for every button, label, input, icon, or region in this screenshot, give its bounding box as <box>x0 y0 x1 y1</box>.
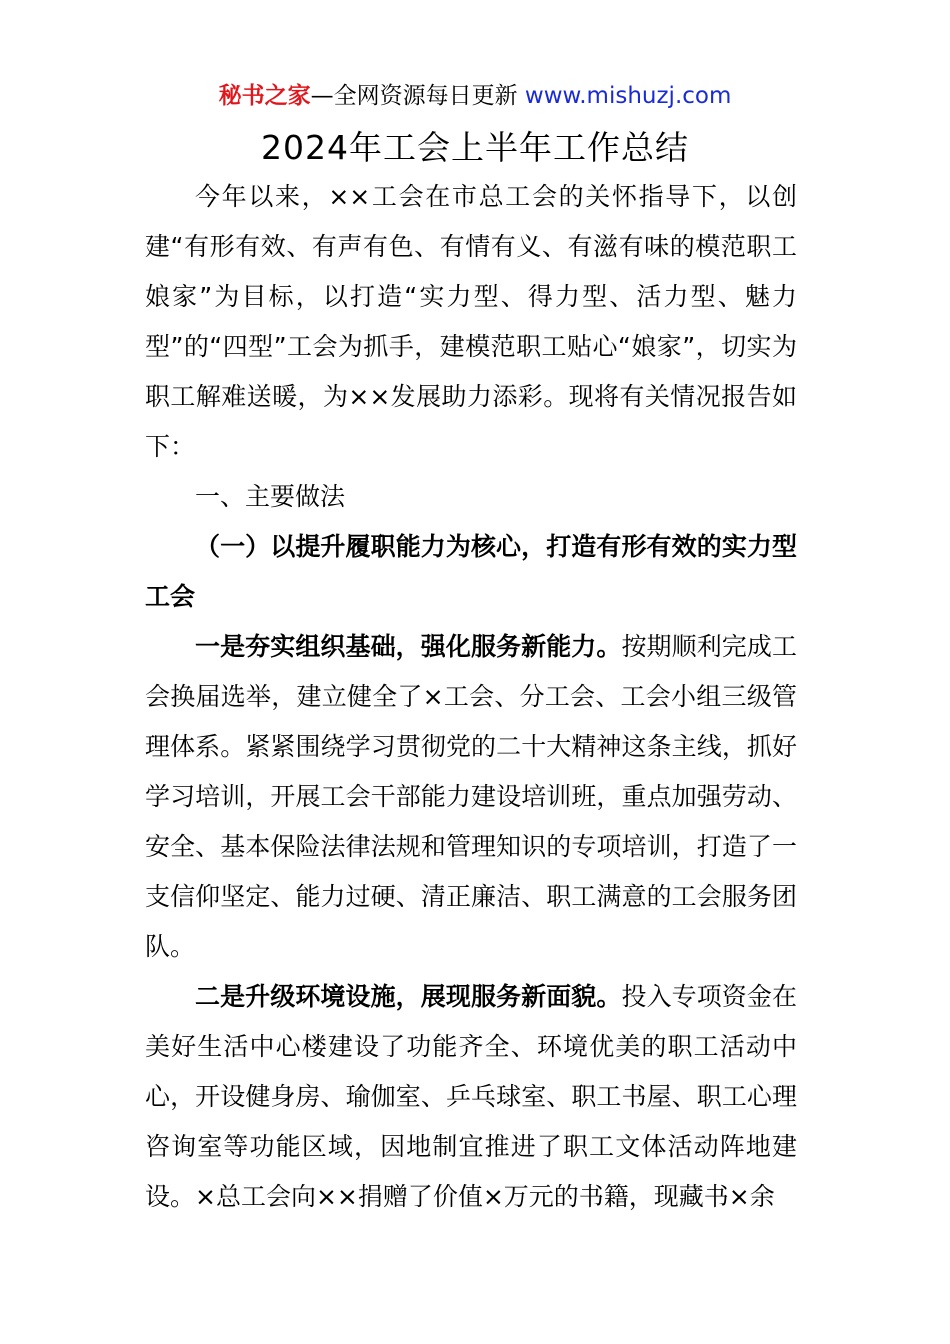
paragraph-2-text: 投入专项资金在美好生活中心楼建设了功能齐全、环境优美的职工活动中心，开设健身房、瑜伽室、乒乓球室、职工书屋、职工心理咨询室等功能区域，因地制宜推进了职工文体活动阵地建设。×总工会向××捐赠了价值×万元的书籍，现藏书×余 <box>145 982 797 1211</box>
site-header <box>0 80 950 112</box>
document-body <box>145 172 797 1222</box>
site-brand: 秘书之家 <box>218 83 311 109</box>
intro-paragraph: 今年以来，××工会在市总工会的关怀指导下，以创建“有形有效、有声有色、有情有义、有滋有味的模范职工娘家”为目标，以打造“实力型、得力型、活力型、魅力型”的“四型”工会为抓手，建模范职工贴心“娘家”，切实为职工解难送暖，为××发展助力添彩。现将有关情况报告如下： <box>145 182 797 461</box>
paragraph-1-text: 按期顺利完成工会换届选举，建立健全了×工会、分工会、工会小组三级管理体系。紧紧围绕学习贯彻党的二十大精神这条主线，抓好学习培训，开展工会干部能力建设培训班，重点加强劳动、安全、基本保险法律法规和管理知识的专项培训，打造了一支信仰坚定、能力过硬、清正廉洁、职工满意的工会服务团队。 <box>145 632 797 961</box>
document-title: 2024年工会上半年工作总结 <box>261 128 689 167</box>
section-heading: 一、主要做法 <box>195 482 346 511</box>
paragraph-2-lead: 二是升级环境设施，展现服务新面貌。 <box>195 982 622 1011</box>
body-paragraph-2 <box>145 972 797 1222</box>
site-tagline: —全网资源每日更新 <box>310 83 518 109</box>
subsection-heading: （一）以提升履职能力为核心，打造有形有效的实力型工会 <box>145 532 797 611</box>
paragraph-1-lead: 一是夯实组织基础，强化服务新能力。 <box>195 632 622 661</box>
body-paragraph-1 <box>145 622 797 972</box>
site-url-link[interactable]: www.mishuzj.com <box>524 83 732 109</box>
